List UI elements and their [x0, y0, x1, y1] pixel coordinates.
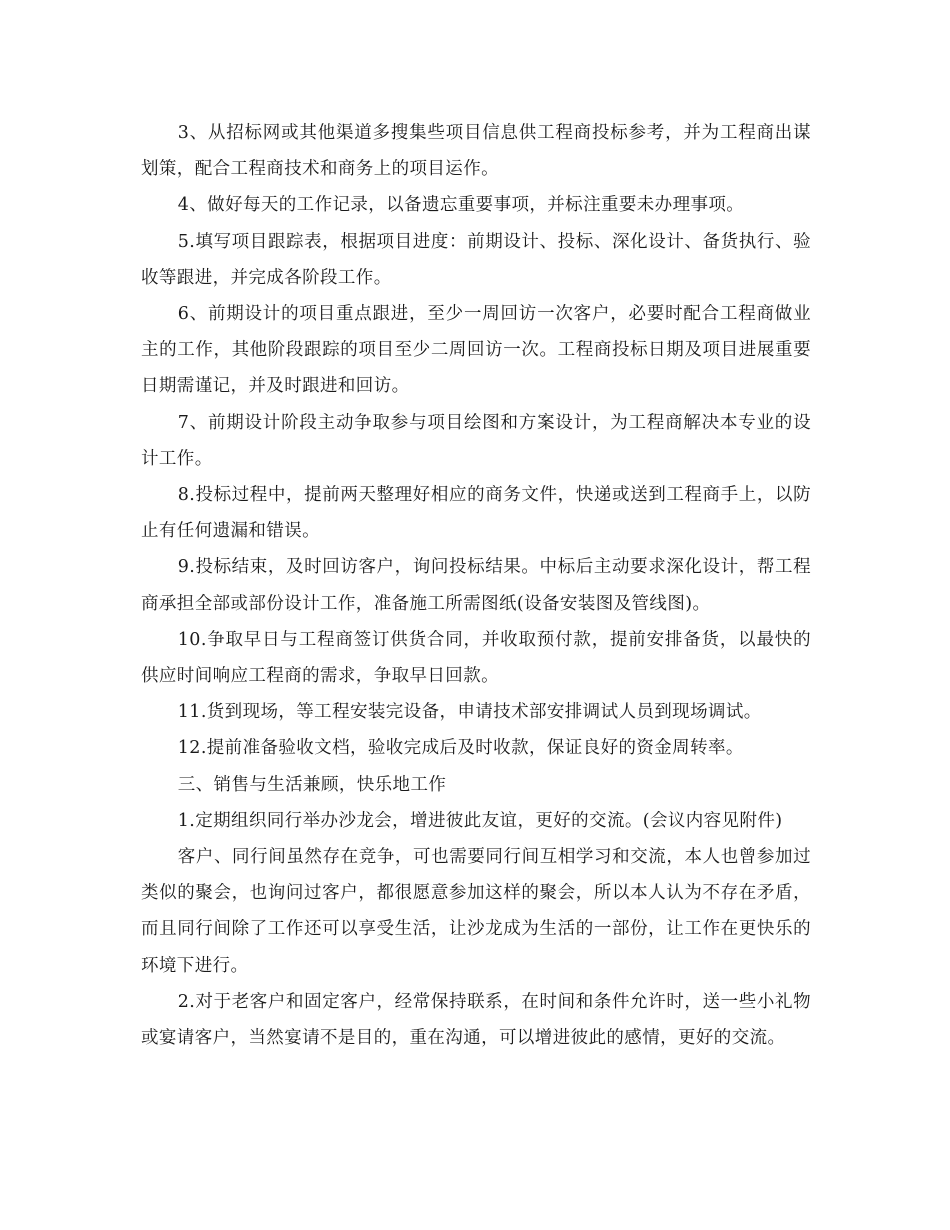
paragraph-item-6: 6、前期设计的项目重点跟进，至少一周回访一次客户，必要时配合工程商做业主的工作，其他阶段跟踪的项目至少二周回访一次。工程商投标日期及项目进展重要日期需谨记，并及时跟进和回访。 — [141, 304, 811, 397]
paragraph-item-5: 5.填写项目跟踪表，根据项目进度：前期设计、投标、深化设计、备货执行、验收等跟进，并完成各阶段工作。 — [141, 231, 811, 288]
paragraph-item-8: 8.投标过程中，提前两天整理好相应的商务文件，快递或送到工程商手上，以防止有任何遗漏和错误。 — [141, 485, 811, 542]
paragraph-salon-detail: 客户、同行间虽然存在竞争，可也需要同行间互相学习和交流，本人也曾参加过类似的聚会，也询问过客户，都很愿意参加这样的聚会，所以本人认为不存在矛盾，而且同行间除了工作还可以享受生活，让沙龙成为生活的一部份，让工作在更快乐的环境下进行。 — [141, 847, 811, 976]
paragraph-item-12: 12.提前准备验收文档，验收完成后及时收款，保证良好的资金周转率。 — [177, 738, 744, 759]
paragraph-salon: 1.定期组织同行举办沙龙会，增进彼此友谊，更好的交流。(会议内容见附件) — [177, 810, 783, 831]
document-body — [141, 115, 811, 1056]
paragraph-old-clients: 2.对于老客户和固定客户，经常保持联系，在时间和条件允许时，送一些小礼物或宴请客户，当然宴请不是目的，重在沟通，可以增进彼此的感情，更好的交流。 — [141, 991, 811, 1049]
paragraph-item-4: 4、做好每天的工作记录，以备遗忘重要事项，并标注重要未办理事项。 — [177, 195, 745, 216]
paragraph-item-9: 9.投标结束，及时回访客户，询问投标结果。中标后主动要求深化设计，帮工程商承担全部或部份设计工作，准备施工所需图纸(设备安装图及管线图)。 — [141, 557, 811, 614]
paragraph-item-10: 10.争取早日与工程商签订供货合同，并收取预付款，提前安排备货，以最快的供应时间响应工程商的需求，争取早日回款。 — [141, 629, 811, 687]
paragraph-item-3: 3、从招标网或其他渠道多搜集些项目信息供工程商投标参考，并为工程商出谋划策，配合工程商技术和商务上的项目运作。 — [141, 123, 811, 180]
paragraph-item-11: 11.货到现场，等工程安装完设备，申请技术部安排调试人员到现场调试。 — [177, 702, 762, 723]
paragraph-item-7: 7、前期设计阶段主动争取参与项目绘图和方案设计，为工程商解决本专业的设计工作。 — [141, 412, 811, 469]
section-heading: 三、销售与生活兼顾，快乐地工作 — [177, 774, 447, 795]
